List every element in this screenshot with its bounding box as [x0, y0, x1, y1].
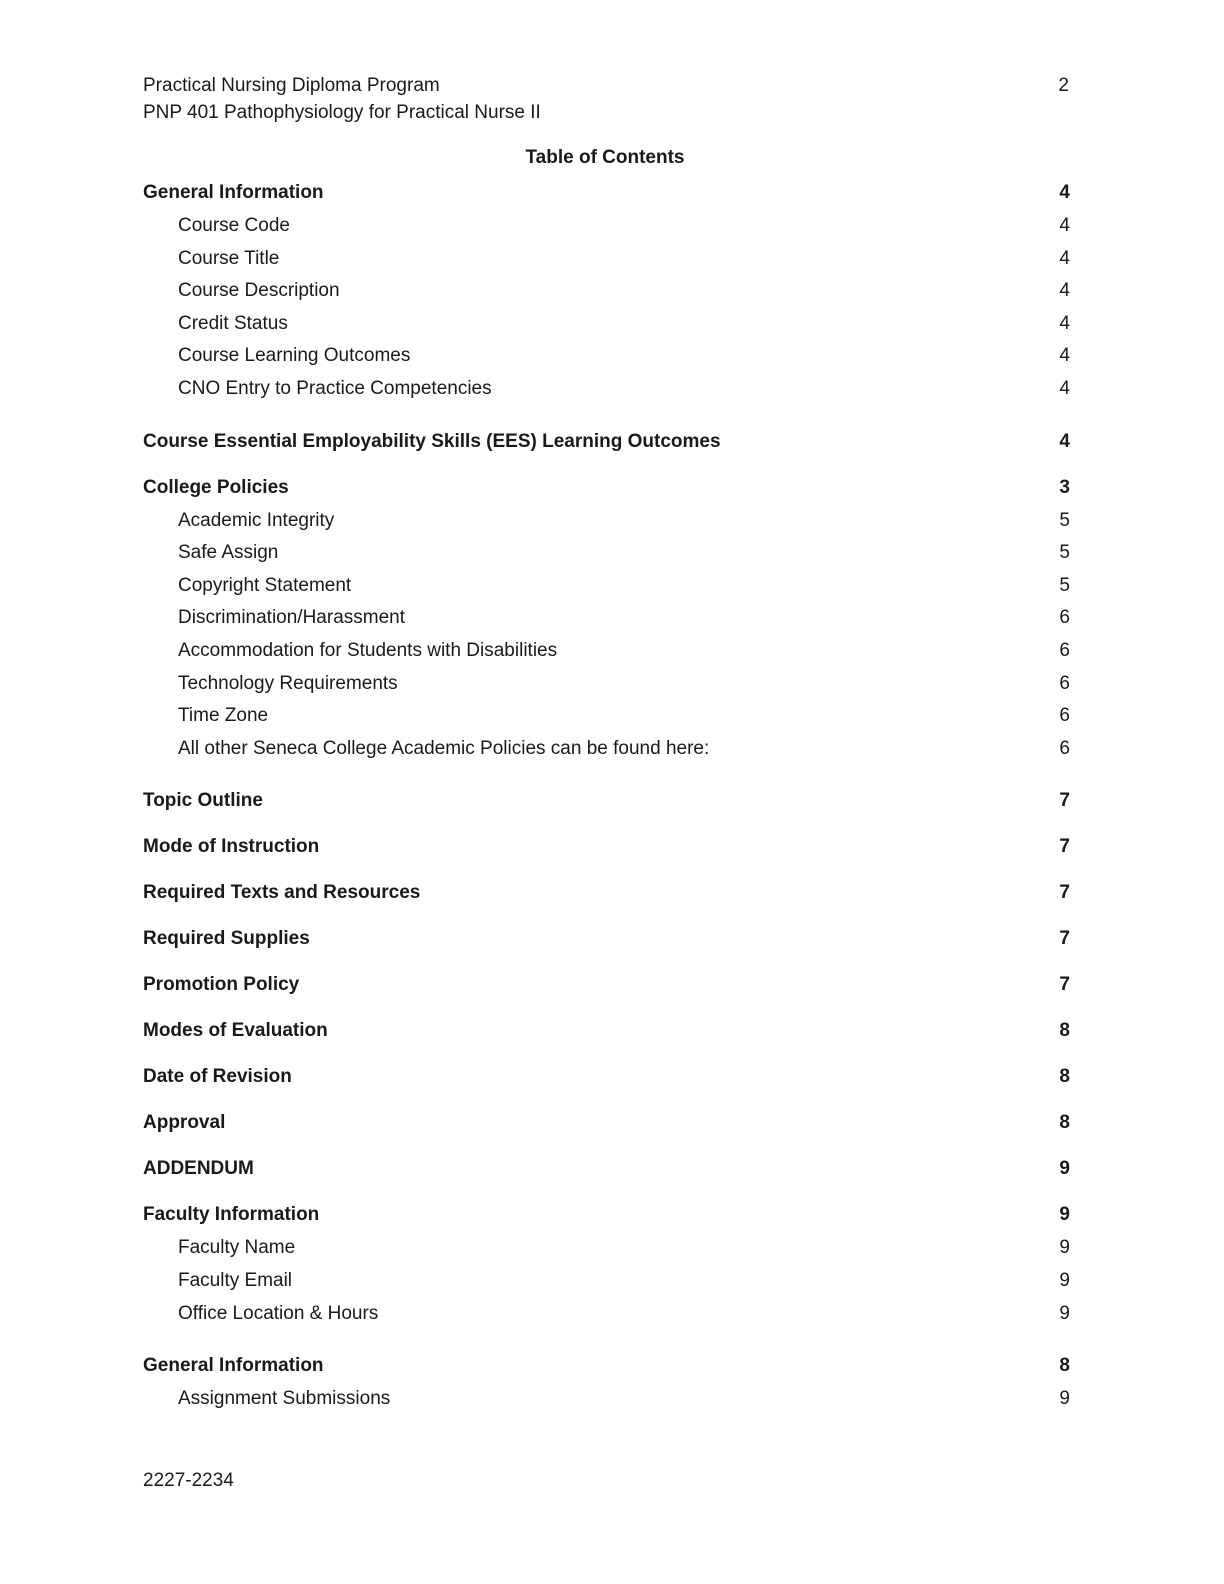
toc-heading-entry[interactable]: [143, 1064, 1070, 1090]
toc-title: Table of Contents: [525, 147, 685, 168]
toc-subentry-page: 6: [1059, 705, 1070, 727]
toc-heading-page: 3: [1059, 476, 1070, 498]
table-of-contents: [143, 180, 1070, 1439]
toc-section: [143, 880, 1070, 906]
toc-section: [143, 1156, 1070, 1182]
toc-heading-label: General Information: [143, 1355, 324, 1377]
toc-subentry-label: Technology Requirements: [178, 672, 398, 694]
toc-subentry-label: Discrimination/Harassment: [178, 607, 406, 629]
toc-subentry-page: 4: [1059, 247, 1070, 269]
toc-heading-label: Required Texts and Resources: [143, 882, 421, 904]
footer-code: 2227-2234: [143, 1470, 234, 1491]
toc-subentry-page: 6: [1059, 672, 1070, 694]
toc-section: [143, 180, 1070, 409]
toc-heading-page: 8: [1059, 1020, 1070, 1042]
toc-subentry-page: 4: [1059, 377, 1070, 399]
toc-subentry-page: 4: [1059, 312, 1070, 334]
toc-subentry[interactable]: [143, 246, 1070, 279]
toc-heading-label: Required Supplies: [143, 928, 310, 950]
toc-heading-entry[interactable]: [143, 926, 1070, 952]
toc-heading-label: Approval: [143, 1112, 226, 1134]
toc-heading-label: Promotion Policy: [143, 974, 300, 996]
toc-subentry[interactable]: [143, 573, 1070, 606]
toc-section: [143, 1018, 1070, 1044]
toc-subentry-label: Faculty Name: [178, 1237, 296, 1259]
toc-subentry[interactable]: [143, 703, 1070, 736]
toc-subentry-label: Office Location & Hours: [178, 1302, 379, 1324]
toc-subentry[interactable]: [143, 376, 1070, 409]
toc-subentry[interactable]: [143, 343, 1070, 376]
toc-heading-entry[interactable]: [143, 180, 1070, 213]
toc-subentry-page: 9: [1059, 1302, 1070, 1324]
toc-section: [143, 972, 1070, 998]
toc-subentry-page: 4: [1059, 215, 1070, 236]
toc-heading-entry[interactable]: [143, 834, 1070, 860]
toc-section: [143, 1353, 1070, 1419]
page-number: 2: [1058, 75, 1069, 96]
toc-subentry-label: Safe Assign: [178, 542, 279, 564]
toc-section: [143, 788, 1070, 814]
toc-heading-label: Modes of Evaluation: [143, 1020, 328, 1042]
toc-heading-page: 8: [1059, 1355, 1070, 1377]
toc-section: [143, 475, 1070, 769]
toc-heading-label: General Information: [143, 182, 324, 203]
toc-heading-page: 8: [1059, 1112, 1070, 1134]
toc-heading-label: Date of Revision: [143, 1066, 292, 1088]
toc-subentry[interactable]: [143, 1268, 1070, 1301]
toc-subentry[interactable]: [143, 540, 1070, 573]
toc-subentry[interactable]: [143, 736, 1070, 769]
toc-subentry-label: Copyright Statement: [178, 574, 352, 596]
toc-subentry[interactable]: [143, 671, 1070, 704]
course-name: PNP 401 Pathophysiology for Practical Nurse II: [143, 102, 541, 123]
toc-heading-entry[interactable]: [143, 1110, 1070, 1136]
toc-subentry-label: Course Code: [178, 215, 290, 236]
toc-heading-entry[interactable]: [143, 1156, 1070, 1182]
toc-subentry-page: 6: [1059, 639, 1070, 661]
toc-subentry-label: Faculty Email: [178, 1269, 293, 1291]
toc-subentry-page: 5: [1059, 542, 1070, 564]
toc-subentry[interactable]: [143, 1235, 1070, 1268]
toc-section: [143, 834, 1070, 860]
toc-section: [143, 429, 1070, 455]
toc-subentry[interactable]: [143, 638, 1070, 671]
toc-subentry-label: Time Zone: [178, 705, 269, 727]
toc-heading-page: 8: [1059, 1066, 1070, 1088]
toc-subentry[interactable]: [143, 508, 1070, 541]
toc-heading-page: 7: [1059, 928, 1070, 950]
toc-heading-label: Faculty Information: [143, 1204, 320, 1226]
toc-heading-label: ADDENDUM: [143, 1158, 254, 1180]
toc-subentry-label: Academic Integrity: [178, 509, 335, 531]
toc-heading-entry[interactable]: [143, 880, 1070, 906]
toc-section: [143, 1110, 1070, 1136]
toc-subentry[interactable]: [143, 311, 1070, 344]
toc-section: [143, 1202, 1070, 1333]
toc-subentry-page: 9: [1059, 1269, 1070, 1291]
toc-heading-page: 7: [1059, 974, 1070, 996]
toc-subentry-label: Assignment Submissions: [178, 1388, 391, 1410]
toc-heading-label: Course Essential Employability Skills (EES) Learning Outcomes: [143, 430, 721, 452]
toc-heading-page: 9: [1059, 1204, 1070, 1226]
toc-subentry-page: 6: [1059, 607, 1070, 629]
toc-heading-label: Topic Outline: [143, 790, 263, 812]
toc-subentry[interactable]: [143, 605, 1070, 638]
toc-heading-label: College Policies: [143, 476, 289, 498]
toc-heading-entry[interactable]: [143, 1202, 1070, 1235]
toc-heading-page: 7: [1059, 790, 1070, 812]
toc-heading-page: 4: [1059, 182, 1070, 203]
toc-subentry-label: Credit Status: [178, 312, 288, 334]
toc-subentry[interactable]: [143, 278, 1070, 311]
toc-subentry-page: 9: [1059, 1237, 1070, 1259]
toc-heading-page: 7: [1059, 882, 1070, 904]
toc-subentry-label: All other Seneca College Academic Policies can be found here:: [178, 737, 710, 759]
toc-subentry-page: 4: [1059, 345, 1070, 367]
toc-subentry-label: Accommodation for Students with Disabilities: [178, 639, 558, 661]
toc-heading-page: 7: [1059, 836, 1070, 858]
toc-subentry-label: Course Description: [178, 280, 340, 302]
toc-subentry-label: Course Learning Outcomes: [178, 345, 411, 367]
page-header: [143, 72, 1073, 126]
toc-heading-page: 4: [1059, 430, 1070, 452]
toc-heading-entry[interactable]: [143, 1353, 1070, 1386]
toc-subentry-page: 5: [1059, 574, 1070, 596]
toc-subentry-page: 4: [1059, 280, 1070, 302]
toc-heading-label: Mode of Instruction: [143, 836, 320, 858]
toc-subentry[interactable]: [143, 213, 1070, 246]
toc-section: [143, 1064, 1070, 1090]
toc-subentry-page: 9: [1059, 1388, 1070, 1410]
toc-heading-page: 9: [1059, 1158, 1070, 1180]
toc-heading-entry[interactable]: [143, 1018, 1070, 1044]
toc-heading-entry[interactable]: [143, 475, 1070, 508]
toc-subentry[interactable]: [143, 1301, 1070, 1334]
toc-subentry-label: CNO Entry to Practice Competencies: [178, 377, 492, 399]
program-name: Practical Nursing Diploma Program: [143, 75, 440, 96]
toc-heading-entry[interactable]: [143, 429, 1070, 455]
toc-subentry[interactable]: [143, 1386, 1070, 1419]
toc-subentry-label: Course Title: [178, 247, 280, 269]
toc-heading-entry[interactable]: [143, 788, 1070, 814]
toc-section: [143, 926, 1070, 952]
toc-subentry-page: 5: [1059, 509, 1070, 531]
toc-heading-entry[interactable]: [143, 972, 1070, 998]
toc-subentry-page: 6: [1059, 737, 1070, 759]
